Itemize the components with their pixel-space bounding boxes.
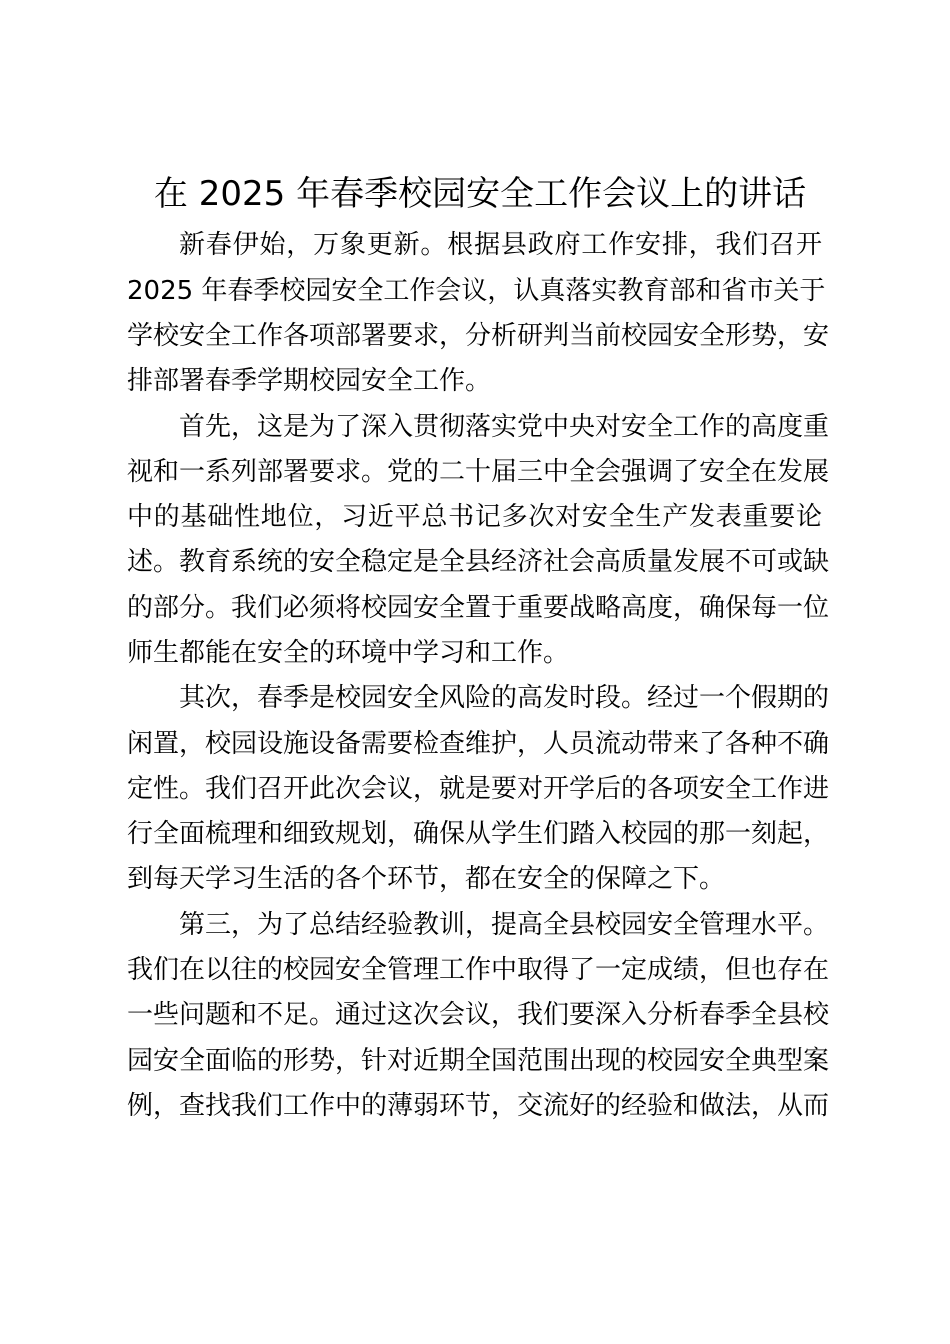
paragraph-1-line-4: 排部署春季学期校园安全工作。	[127, 366, 492, 396]
document-title: 在 2025 年春季校园安全工作会议上的讲话	[153, 174, 807, 214]
paragraph-4-line-5: 例，查找我们工作中的薄弱环节，交流好的经验和做法，从而	[127, 1091, 830, 1121]
paragraph-1-line-2: 2025 年春季校园安全工作会议，认真落实教育部和省市关于	[127, 276, 826, 306]
paragraph-4-line-1: 第三，为了总结经验教训，提高全县校园安全管理水平。	[179, 910, 830, 940]
paragraph-4-line-4: 园安全面临的形势，针对近期全国范围出现的校园安全典型案	[127, 1046, 830, 1076]
paragraph-3-line-3: 定性。我们召开此次会议，就是要对开学后的各项安全工作进	[127, 774, 830, 804]
paragraph-3-line-4: 行全面梳理和细致规划，确保从学生们踏入校园的那一刻起，	[127, 819, 830, 849]
paragraph-2-line-4: 述。教育系统的安全稳定是全县经济社会高质量发展不可或缺	[127, 547, 830, 577]
paragraph-3-line-5: 到每天学习生活的各个环节，都在安全的保障之下。	[127, 864, 726, 894]
paragraph-4-line-2: 我们在以往的校园安全管理工作中取得了一定成绩，但也存在	[127, 955, 830, 985]
paragraph-2-line-2: 视和一系列部署要求。党的二十届三中全会强调了安全在发展	[127, 457, 830, 487]
paragraph-2-line-3: 中的基础性地位，习近平总书记多次对安全生产发表重要论	[127, 502, 822, 532]
paragraph-2-line-1: 首先，这是为了深入贯彻落实党中央对安全工作的高度重	[179, 412, 830, 442]
paragraph-1-line-3: 学校安全工作各项部署要求，分析研判当前校园安全形势，安	[127, 321, 830, 351]
paragraph-3-line-2: 闲置，校园设施设备需要检查维护，人员流动带来了各种不确	[127, 729, 830, 759]
paragraph-1-line-1: 新春伊始，万象更新。根据县政府工作安排，我们召开	[179, 230, 822, 260]
paragraph-3-line-1: 其次，春季是校园安全风险的高发时段。经过一个假期的	[179, 683, 830, 713]
paragraph-4-line-3: 一些问题和不足。通过这次会议，我们要深入分析春季全县校	[127, 1000, 830, 1030]
paragraph-2-line-6: 师生都能在安全的环境中学习和工作。	[127, 638, 570, 668]
paragraph-2-line-5: 的部分。我们必须将校园安全置于重要战略高度，确保每一位	[127, 593, 830, 623]
